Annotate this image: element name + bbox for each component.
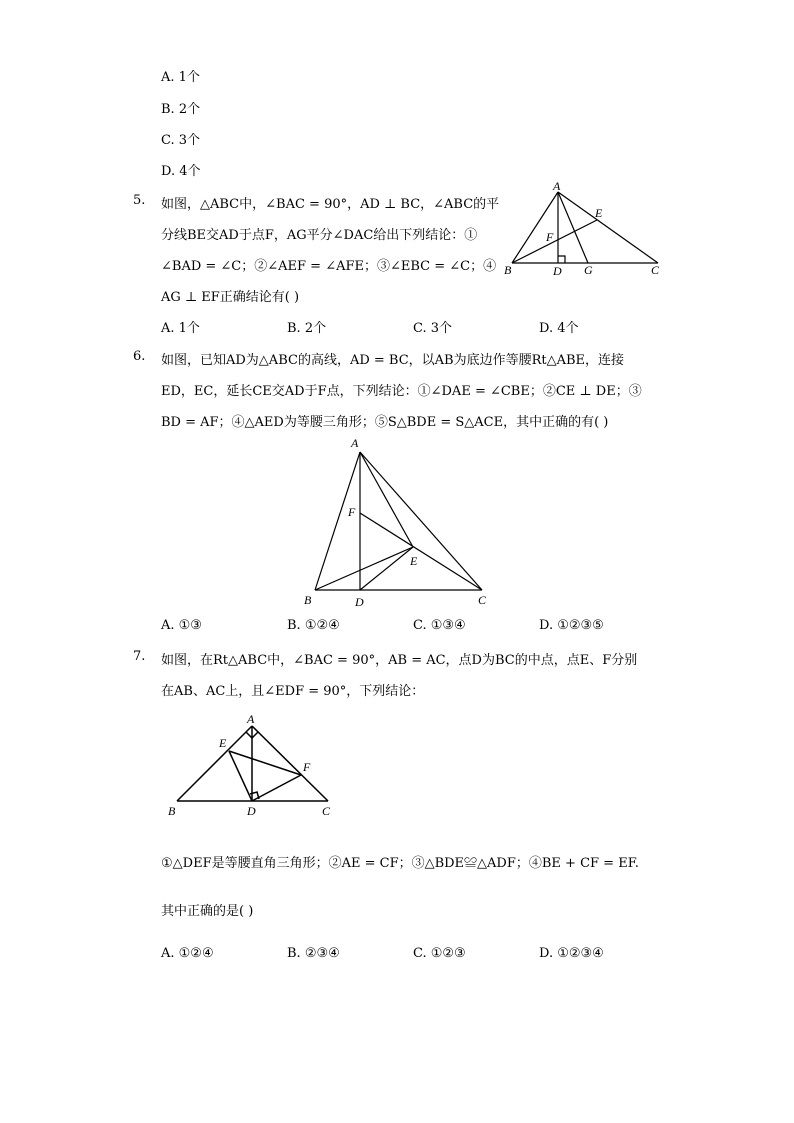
q6-label-b: B <box>304 593 312 607</box>
q7-seg-ac <box>252 726 328 801</box>
q6-label-c: C <box>478 593 487 607</box>
q5-label-b: B <box>504 263 512 277</box>
q5-label-e: E <box>595 206 603 220</box>
q7-label-d: D <box>247 804 256 818</box>
q6-seg-ac <box>360 452 482 590</box>
q4-option-d: D. 4个 <box>161 164 201 179</box>
q7-option-c: C. ①②③ <box>413 946 466 961</box>
q5-seg-ab <box>512 192 558 263</box>
q7-line-1: 如图，在Rt△ABC中，∠BAC = 90°，AB = AC，点D为BC的中点，点E、F分别 <box>161 653 638 668</box>
q6-seg-de <box>360 547 413 590</box>
q6-seg-ab <box>315 452 360 590</box>
q7-question: 其中正确的是( ) <box>161 904 254 919</box>
q7-figure <box>165 705 345 820</box>
q7-seg-df <box>252 775 301 801</box>
q5-label-f: F <box>546 230 554 244</box>
q6-label-f: F <box>348 505 356 519</box>
q6-label-e: E <box>410 554 418 568</box>
q6-seg-be <box>315 547 413 590</box>
q5-option-c: C. 3个 <box>413 321 453 336</box>
q7-label-f: F <box>303 760 311 774</box>
q5-option-a: A. 1个 <box>161 321 200 336</box>
q7-option-d: D. ①②③④ <box>539 946 604 961</box>
q5-line-3: ∠BAD = ∠C；②∠AEF = ∠AFE；③∠EBC = ∠C；④ <box>161 259 497 274</box>
q5-line-2: 分线BE交AD于点F，AG平分∠DAC给出下列结论：① <box>161 228 478 243</box>
q5-label-d: D <box>553 264 562 278</box>
q7-label-a: A <box>247 712 255 726</box>
q7-label-b: B <box>168 804 176 818</box>
q6-seg-fc <box>360 513 482 590</box>
q6-number: 6. <box>133 349 146 364</box>
q7-line-2: 在AB、AC上，且∠EDF = 90°，下列结论： <box>161 684 425 699</box>
q4-option-c: C. 3个 <box>161 133 201 148</box>
q7-option-a: A. ①②④ <box>161 946 214 961</box>
q5-option-d: D. 4个 <box>539 321 579 336</box>
q5-option-b: B. 2个 <box>287 321 327 336</box>
q5-label-g: G <box>584 263 593 277</box>
q6-line-2: ED，EC，延长CE交AD于F点，下列结论：①∠DAE = ∠CBE；②CE ⊥ DE；③ <box>161 384 642 399</box>
q7-seg-ab <box>177 726 252 801</box>
q6-figure <box>300 435 500 610</box>
q5-right-angle-mark <box>558 256 565 263</box>
q6-line-1: 如图，已知AD为△ABC的高线，AD = BC，以AB为底边作等腰Rt△ABE，连接 <box>161 353 625 368</box>
q7-label-c: C <box>322 804 331 818</box>
q6-option-d: D. ①②③⑤ <box>539 618 604 633</box>
q6-option-b: B. ①②④ <box>287 618 340 633</box>
q7-conclusions: ①△DEF是等腰直角三角形；②AE = CF；③△BDE≌△ADF；④BE + CF = EF. <box>161 856 639 871</box>
q7-option-b: B. ②③④ <box>287 946 340 961</box>
q7-seg-ed <box>229 751 252 801</box>
q4-option-b: B. 2个 <box>161 102 201 117</box>
q5-figure <box>500 180 670 280</box>
q6-label-d: D <box>355 595 364 609</box>
q5-label-a: A <box>553 180 561 193</box>
q7-number: 7. <box>133 649 146 664</box>
q6-seg-ae <box>360 452 413 547</box>
q7-label-e: E <box>219 736 227 750</box>
q6-option-a: A. ①③ <box>161 618 202 633</box>
q5-seg-be <box>512 220 597 263</box>
q4-option-a: A. 1个 <box>161 70 200 85</box>
q5-label-c: C <box>651 263 660 277</box>
q5-line-4: AG ⊥ EF正确结论有( ) <box>161 290 300 305</box>
q6-option-c: C. ①③④ <box>413 618 466 633</box>
q6-line-3: BD = AF；④△AED为等腰三角形；⑤S△BDE = S△ACE，其中正确的有( ) <box>161 415 609 430</box>
q6-label-a: A <box>351 436 359 450</box>
q5-line-1: 如图，△ABC中，∠BAC = 90°，AD ⊥ BC，∠ABC的平 <box>161 197 500 212</box>
q5-number: 5. <box>133 193 146 208</box>
